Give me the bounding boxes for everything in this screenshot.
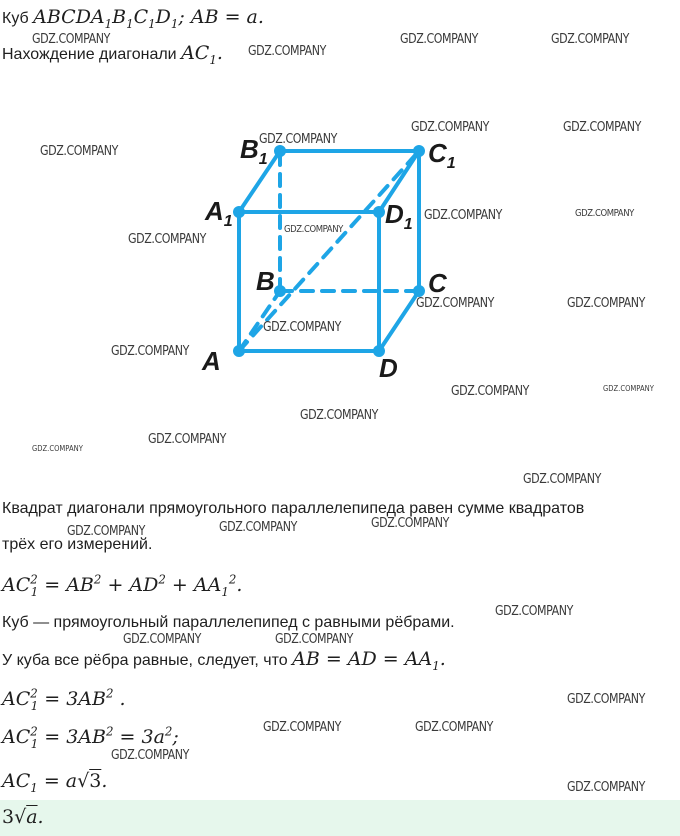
watermark: GDZ.COMPANY — [111, 748, 189, 763]
watermark: GDZ.COMPANY — [284, 224, 343, 235]
label-d: D — [379, 353, 398, 383]
watermark: GDZ.COMPANY — [371, 516, 449, 531]
answer-formula: 3√a. — [2, 806, 44, 828]
label-a: A — [202, 346, 221, 376]
rule-text: Квадрат диагонали прямоугольного параллелепипеда равен сумме квадратов — [2, 500, 585, 517]
watermark: GDZ.COMPANY — [300, 408, 378, 423]
equal-edges-formula: AB = AD = $AA_1$. — [292, 648, 446, 673]
watermark: GDZ.COMPANY — [263, 320, 341, 335]
label-c1: $C_1$ — [428, 138, 456, 172]
watermark: GDZ.COMPANY — [111, 344, 189, 359]
watermark: GDZ.COMPANY — [123, 632, 201, 647]
watermark: GDZ.COMPANY — [495, 604, 573, 619]
watermark: GDZ.COMPANY — [603, 384, 654, 393]
watermark: GDZ.COMPANY — [415, 720, 493, 735]
label-b1: $B_1$ — [240, 134, 268, 168]
watermark: GDZ.COMPANY — [567, 296, 645, 311]
watermark: GDZ.COMPANY — [411, 120, 489, 135]
rule-text-cont: трёх его измерений. — [2, 536, 153, 553]
equal-edges-line — [2, 648, 446, 673]
watermark: GDZ.COMPANY — [567, 780, 645, 795]
task-formula: $AC_1$. — [181, 42, 223, 67]
watermark: GDZ.COMPANY — [523, 472, 601, 487]
formula-step-2: $AC^2_1 = 3AB^2 = 3a^2$; — [2, 724, 179, 751]
label-d1: $D_1$ — [385, 199, 413, 233]
label-b: B — [256, 266, 275, 296]
watermark: GDZ.COMPANY — [67, 524, 145, 539]
watermark: GDZ.COMPANY — [219, 520, 297, 535]
watermark: GDZ.COMPANY — [451, 384, 529, 399]
watermark: GDZ.COMPANY — [551, 32, 629, 47]
watermark: GDZ.COMPANY — [400, 32, 478, 47]
vertex-d1 — [373, 206, 385, 218]
header-line — [2, 6, 264, 31]
equal-edges-prefix: У куба все рёбра равные, следует, что — [2, 652, 288, 669]
watermark: GDZ.COMPANY — [40, 144, 118, 159]
watermark: GDZ.COMPANY — [32, 32, 110, 47]
cube-definition: Куб — прямоугольный параллелепипед с равными рёбрами. — [2, 614, 455, 631]
watermark: GDZ.COMPANY — [128, 232, 206, 247]
watermark: GDZ.COMPANY — [275, 632, 353, 647]
formula-step-3: $AC_1 = a√3$. — [2, 770, 108, 795]
vertex-a1 — [233, 206, 245, 218]
watermark: GDZ.COMPANY — [575, 208, 634, 219]
watermark: GDZ.COMPANY — [563, 120, 641, 135]
label-a1: $A_1$ — [205, 196, 233, 230]
watermark: GDZ.COMPANY — [32, 444, 83, 453]
header-prefix: Куб — [2, 10, 29, 27]
vertex-c1 — [413, 145, 425, 157]
watermark: GDZ.COMPANY — [567, 692, 645, 707]
answer-bar — [0, 800, 680, 836]
task-prefix: Нахождение диагонали — [2, 46, 177, 63]
vertex-a — [233, 345, 245, 357]
label-c: C — [428, 268, 447, 298]
edge-d-c — [379, 291, 419, 351]
formula-step-1: $AC^2_1 = 3AB^2$ . — [2, 686, 126, 713]
header-formula: $ABCDA_1B_1C_1D_1$; AB = a. — [33, 6, 264, 31]
watermark: GDZ.COMPANY — [416, 296, 494, 311]
vertex-b — [274, 285, 286, 297]
formula-sum-squares: $AC^2_1 = AB^2 + AD^2 + AA_1^2$. — [2, 572, 243, 599]
watermark: GDZ.COMPANY — [248, 44, 326, 59]
watermark: GDZ.COMPANY — [148, 432, 226, 447]
watermark: GDZ.COMPANY — [259, 132, 337, 147]
watermark: GDZ.COMPANY — [424, 208, 502, 223]
watermark: GDZ.COMPANY — [263, 720, 341, 735]
